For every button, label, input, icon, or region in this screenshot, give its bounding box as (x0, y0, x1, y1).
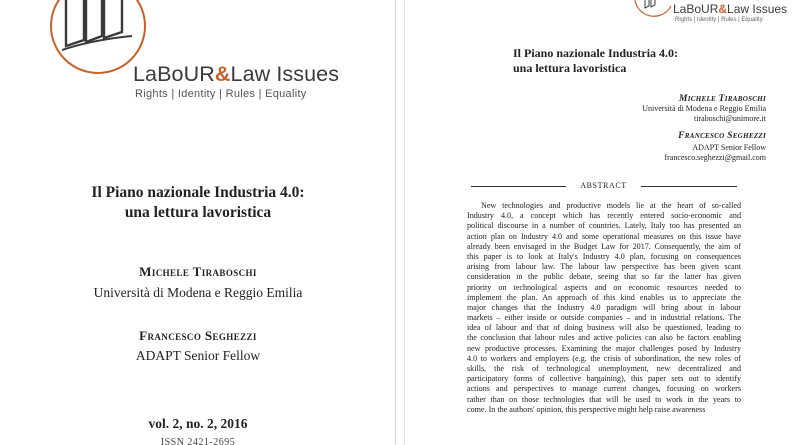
abstract-line: actions and perspectives to manage current changes, focusing on workers (467, 384, 741, 394)
author-1-email[interactable]: tiraboschi@unimore.it (693, 114, 766, 123)
abstract-line: skills, the risk of technological unemployment, new decentralized and (467, 364, 741, 373)
mini-journal-tagline: Rights | Identity | Rules | Equality (675, 17, 763, 23)
author-1-affiliation: Università di Modena e Reggio Emilia (93, 285, 303, 300)
abstract-line: arising from labour law. The labour law perspective has been given scant (467, 262, 741, 272)
abstract-line: participatory forms of collective bargaining), this paper sets out to identify (467, 374, 741, 384)
abstract-line: Industry 4.0, a concept which has recently entered socio-economic and (467, 211, 741, 221)
cover-page (0, 0, 396, 445)
abstract-line: action plan on Industry 4.0 and some operational measures on this issue have (467, 231, 741, 241)
abstract-rule-right (641, 186, 737, 187)
abstract-line: consideration in the public debate, seeing that so far the latter has given (467, 272, 741, 282)
abstract-line: this paper is to look at Italy's Industry 4.0 plan, focusing on consequences (467, 251, 741, 261)
abstract-heading: ABSTRACT (580, 181, 627, 190)
abstract-line: New technologies and productive models lie at the heart of so-called (481, 201, 741, 210)
author-1-name: Michele Tiraboschi (679, 94, 766, 104)
cover-title-line2: una lettura lavoristica (124, 204, 272, 221)
author-2-name: Francesco Seghezzi (139, 328, 257, 343)
author-2-affiliation: ADAPT Senior Fellow (135, 348, 261, 363)
author-2-email[interactable]: francesco.seghezzi@gmail.com (664, 153, 766, 162)
abstract-line: priority on technological aspects and on economic resources needed to (467, 282, 741, 292)
abstract-line: rather than on those technologies that will be used to work in the years to (467, 394, 741, 404)
author-1-affiliation: Università di Modena e Reggio Emilia (642, 104, 766, 113)
journal-tagline: Rights | Identity | Rules | Equality (135, 88, 307, 100)
article-page (404, 0, 800, 445)
books-logo-icon (62, 0, 134, 58)
abstract-line: the conclusion that labour rules and active policies can also be factors enabling (467, 333, 741, 343)
abstract-line: already been envisaged in the Budget Law for 2017. Consequently, the aim of (467, 241, 741, 251)
abstract-line: markets – either inside or outside companies – and in industrial relations. The (467, 313, 741, 323)
abstract-line: 4.0 to workers and employers (e.g. the crisis of subordination, the new roles of (467, 353, 741, 363)
cover-title-line1: Il Piano nazionale Industria 4.0: (91, 184, 305, 201)
article-title-line1: Il Piano nazionale Industria 4.0: (513, 46, 679, 60)
abstract-body (467, 201, 741, 415)
abstract-line: come. In the authors' opinion, this perspective might help raise awareness (467, 404, 706, 414)
author-2-name: Francesco Seghezzi (678, 131, 766, 141)
abstract-line: implement the plan. An approach of this kind enables us to appreciate the (467, 292, 741, 302)
abstract-line: political discourse in a number of countries. Lately, Italy too has presented an (467, 221, 741, 231)
issn: ISSN 2421-2695 (160, 437, 236, 445)
abstract-line: new productive processes. Examining the major challenges posed by Industry (467, 343, 741, 353)
mini-logo-icon (631, 0, 673, 20)
author-2-affiliation: ADAPT Senior Fellow (692, 143, 766, 152)
journal-brand: LaBoUR&Law Issues (133, 62, 340, 86)
abstract-rule-left (471, 186, 566, 187)
mini-journal-brand: LaBoUR&Law Issues (673, 2, 788, 16)
abstract-line: major changes that the Industry 4.0 paradigm will bring about in labour (467, 302, 741, 312)
article-title-line2: una lettura lavoristica (513, 61, 627, 75)
author-1-name: Michele Tiraboschi (139, 264, 257, 279)
volume-info: vol. 2, no. 2, 2016 (148, 416, 248, 431)
abstract-line: idea of labour and that of doing business will also be questioned, leading to (467, 323, 741, 333)
